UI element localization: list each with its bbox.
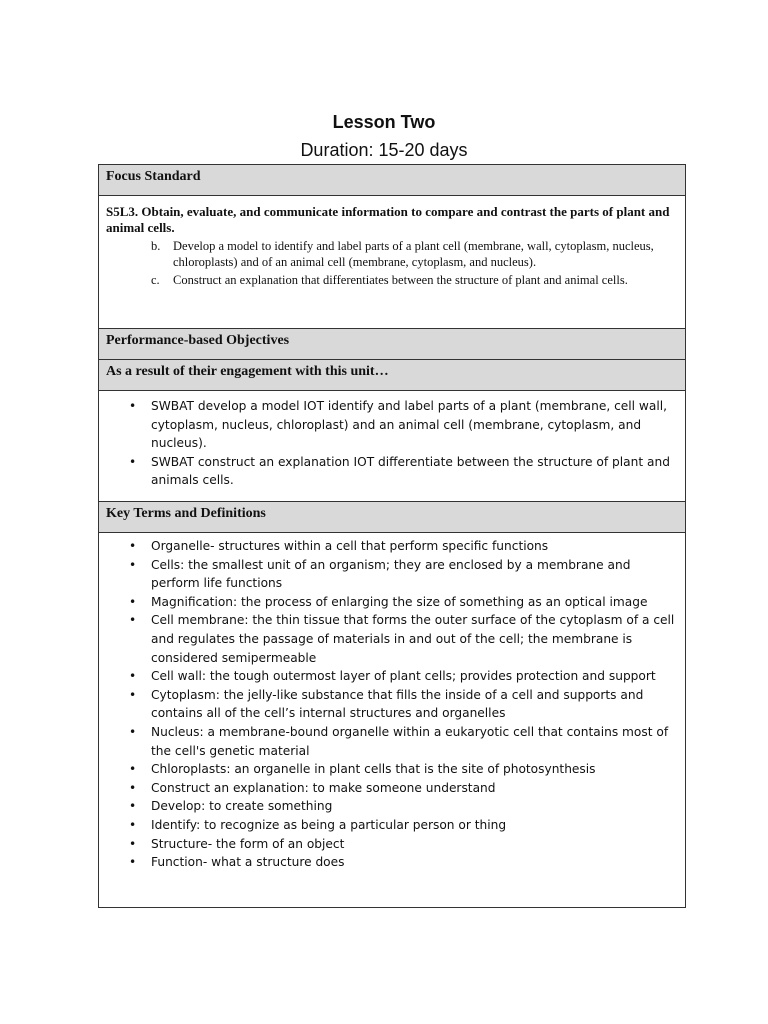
bullet-icon: •	[129, 780, 137, 795]
key-terms-row	[99, 533, 686, 908]
standard-item	[106, 272, 678, 288]
key-term-item	[106, 611, 678, 667]
key-term-text: Function- what a structure does	[151, 855, 345, 870]
focus-standard-cell	[99, 196, 686, 329]
standard-items	[106, 238, 678, 288]
key-term-item	[106, 537, 678, 556]
objectives-header-row	[99, 329, 686, 360]
key-terms-header-text: Key Terms and Definitions	[106, 506, 266, 521]
key-term-text: Chloroplasts: an organelle in plant cells that is the site of photosynthesis	[151, 762, 596, 777]
objective-text: SWBAT construct an explanation IOT differentiate between the structure of plant and animals cells.	[151, 454, 670, 488]
focus-standard-row	[99, 196, 686, 329]
key-term-text: Cell membrane: the thin tissue that forms the outer surface of the cytoplasm of a cell and regulates the passage of materials in and out of the cell; the membrane is considered semipermeable	[151, 613, 675, 665]
lesson-table	[98, 164, 686, 908]
key-term-text: Nucleus: a membrane-bound organelle within a eukaryotic cell that contains most of the cell's genetic material	[151, 724, 669, 758]
key-term-item	[106, 667, 678, 686]
key-term-item	[106, 760, 678, 779]
focus-standard-header	[99, 165, 686, 196]
key-term-text: Identify: to recognize as being a particular person or thing	[151, 817, 507, 832]
duration-subtitle: Duration: 15-20 days	[300, 140, 468, 160]
key-term-item	[106, 593, 678, 612]
key-term-text: Structure- the form of an object	[151, 836, 345, 851]
bullet-icon: •	[129, 799, 137, 814]
objective-text: SWBAT develop a model IOT identify and label parts of a plant (membrane, cell wall, cytoplasm, nucleus, chloroplast) and an animal cell (membrane, cytoplasm, and nucleus).	[151, 399, 668, 451]
objectives-list	[106, 397, 678, 490]
key-term-item	[106, 686, 678, 723]
bullet-icon: •	[129, 399, 137, 413]
key-term-item	[106, 853, 678, 872]
focus-standard-header-row	[99, 165, 686, 196]
bullet-icon: •	[129, 454, 137, 469]
objectives-subheader-row	[99, 360, 686, 391]
bullet-icon: •	[129, 762, 137, 777]
bullet-icon: •	[129, 539, 137, 553]
key-terms-list	[106, 537, 678, 872]
standard-item-text: Construct an explanation that differentiates between the structure of plant and animal cells.	[173, 273, 628, 287]
page-title: Lesson Two	[332, 112, 436, 132]
standard-item	[106, 238, 678, 270]
objectives-header	[99, 329, 686, 360]
key-term-text: Cell wall: the tough outermost layer of plant cells; provides protection and support	[151, 669, 656, 684]
objectives-subheader	[99, 360, 686, 391]
key-term-text: Construct an explanation: to make someone understand	[151, 780, 496, 795]
key-term-item	[106, 797, 678, 816]
key-terms-header-row	[99, 502, 686, 533]
bullet-icon: •	[129, 669, 137, 684]
objectives-subheader-text: As a result of their engagement with this unit…	[106, 364, 389, 379]
bullet-icon: •	[129, 687, 137, 702]
key-term-text: Cells: the smallest unit of an organism; they are enclosed by a membrane and perform life functions	[151, 557, 631, 591]
key-term-item	[106, 779, 678, 798]
standard-item-marker: c.	[151, 273, 160, 287]
standard-text: S5L3. Obtain, evaluate, and communicate information to compare and contrast the parts of plant and animal cells.	[106, 204, 670, 235]
bullet-icon: •	[129, 557, 137, 572]
key-term-item	[106, 723, 678, 760]
key-term-text: Magnification: the process of enlarging the size of something as an optical image	[151, 594, 648, 609]
bullet-icon: •	[129, 724, 137, 739]
key-term-text: Cytoplasm: the jelly-like substance that fills the inside of a cell and supports and contains all of the cell’s internal structures and organelles	[151, 687, 644, 721]
bullet-icon: •	[129, 855, 137, 870]
bullet-icon: •	[129, 613, 137, 628]
objectives-header-text: Performance-based Objectives	[106, 333, 290, 348]
key-term-text: Develop: to create something	[151, 799, 333, 814]
key-terms-cell	[99, 533, 686, 908]
objectives-cell	[99, 391, 686, 502]
key-term-text: Organelle- structures within a cell that perform specific functions	[151, 539, 549, 553]
bullet-icon: •	[129, 836, 137, 851]
bullet-icon: •	[129, 817, 137, 832]
standard-item-marker: b.	[151, 239, 161, 253]
key-term-item	[106, 835, 678, 854]
standard-item-text: Develop a model to identify and label parts of a plant cell (membrane, wall, cytoplasm, nucleus, chloroplasts) and of an animal cell (membrane, cytoplasm, and nucleus).	[173, 239, 654, 269]
key-term-item	[106, 556, 678, 593]
objective-item	[106, 397, 678, 453]
bullet-icon: •	[129, 594, 137, 609]
focus-standard-header-text: Focus Standard	[106, 169, 201, 184]
objectives-row	[99, 391, 686, 502]
key-terms-header	[99, 502, 686, 533]
objective-item	[106, 453, 678, 490]
key-term-item	[106, 816, 678, 835]
